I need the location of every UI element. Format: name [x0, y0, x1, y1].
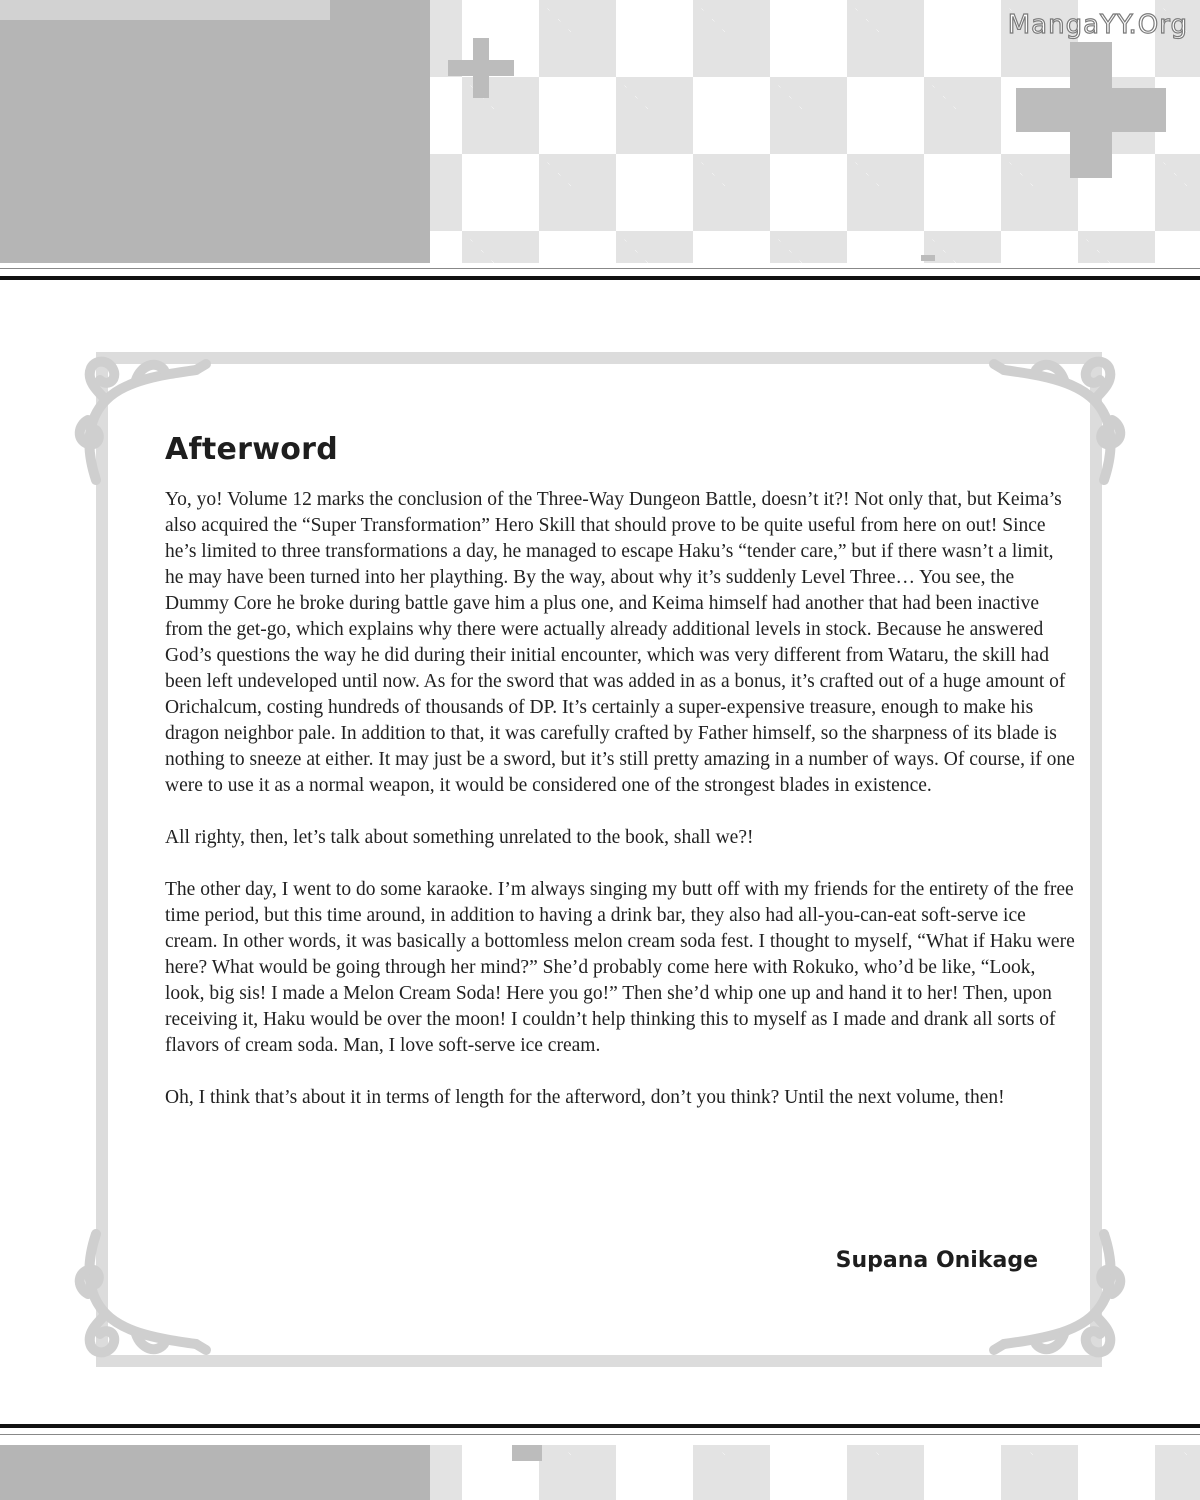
paragraph: Yo, yo! Volume 12 marks the conclusion of the Three-Way Dungeon Battle, doesn’t it?! Not only that, but Keima’s also acquired the “Super Transformation” Hero Skill that should prove to be quite useful from here on out! Since he’s limited to three transformations a day, he managed to escape Haku’s “tender care,” but if there wasn’t a limit, he may have been turned into her plaything. By the way, about why it’s suddenly Level Three… You see, the Dummy Core he broke during battle gave him a plus one, and Keima himself had another that had been inactive from the get-go, which explains why there were actually already additional levels in stock. Because he answered God’s questions the way he did during their initial encounter, which was very different from Wataru, the skill had been left undeveloped until now. As for the sword that was added in as a bonus, it’s crafted out of a huge amount of Orichalcum, costing hundreds of thousands of DP. It’s certainly a super-expensive treasure, enough to make his dragon neighbor pale. In addition to that, it was carefully crafted by Father himself, so the sharpness of its blade is nothing to sneeze at either. It may just be a sword, but it’s still pretty amazing in a number of ways. Of course, if one were to use it as a normal weapon, it would be considered one of the strongest blades in existence.	[165, 489, 1075, 796]
top-thin-rule	[0, 268, 1200, 269]
corner-ornament-icon	[66, 1224, 216, 1374]
paragraph: Oh, I think that’s about it in terms of length for the afterword, don’t you think? Until the next volume, then!	[165, 1087, 1005, 1108]
watermark: MangaYY.Org	[1007, 10, 1188, 40]
gray-block	[0, 1445, 430, 1500]
small-square	[512, 1445, 542, 1461]
paragraph: All righty, then, let’s talk about something unrelated to the book, shall we?!	[165, 827, 754, 848]
sparkle-icon	[448, 38, 514, 98]
top-rule	[0, 276, 1200, 280]
bottom-thin-rule	[0, 1434, 1200, 1435]
corner-ornament-icon	[984, 1224, 1134, 1374]
sparkle-icon	[1016, 42, 1166, 178]
bottom-decorative-band	[0, 1445, 1200, 1500]
page-title: Afterword	[165, 432, 339, 467]
bottom-rule	[0, 1424, 1200, 1428]
author-signature: Supana Onikage	[835, 1248, 1038, 1273]
gray-block-cap	[0, 0, 330, 20]
small-square	[921, 255, 935, 261]
afterword-content	[165, 432, 1075, 1137]
paragraph: The other day, I went to do some karaoke. I’m always singing my butt off with my friends for the entirety of the free time period, but this time around, in addition to having a drink bar, they also had all-you-can-eat soft-serve ice cream. In other words, it was basically a bottomless melon cream soda fest. I thought to myself, “What if Haku were here? What would be going through her mind?” She’d probably come here with Rokuko, who’d be like, “Look, look, big sis! I made a Melon Cream Soda! Here you go!” Then she’d whip one up and hand it to her! Then, upon receiving it, Haku would be over the moon! I couldn’t help thinking this to myself as I made and drank all sorts of flavors of cream soda. Man, I love soft-serve ice cream.	[165, 879, 1075, 1056]
gray-block	[0, 0, 430, 263]
